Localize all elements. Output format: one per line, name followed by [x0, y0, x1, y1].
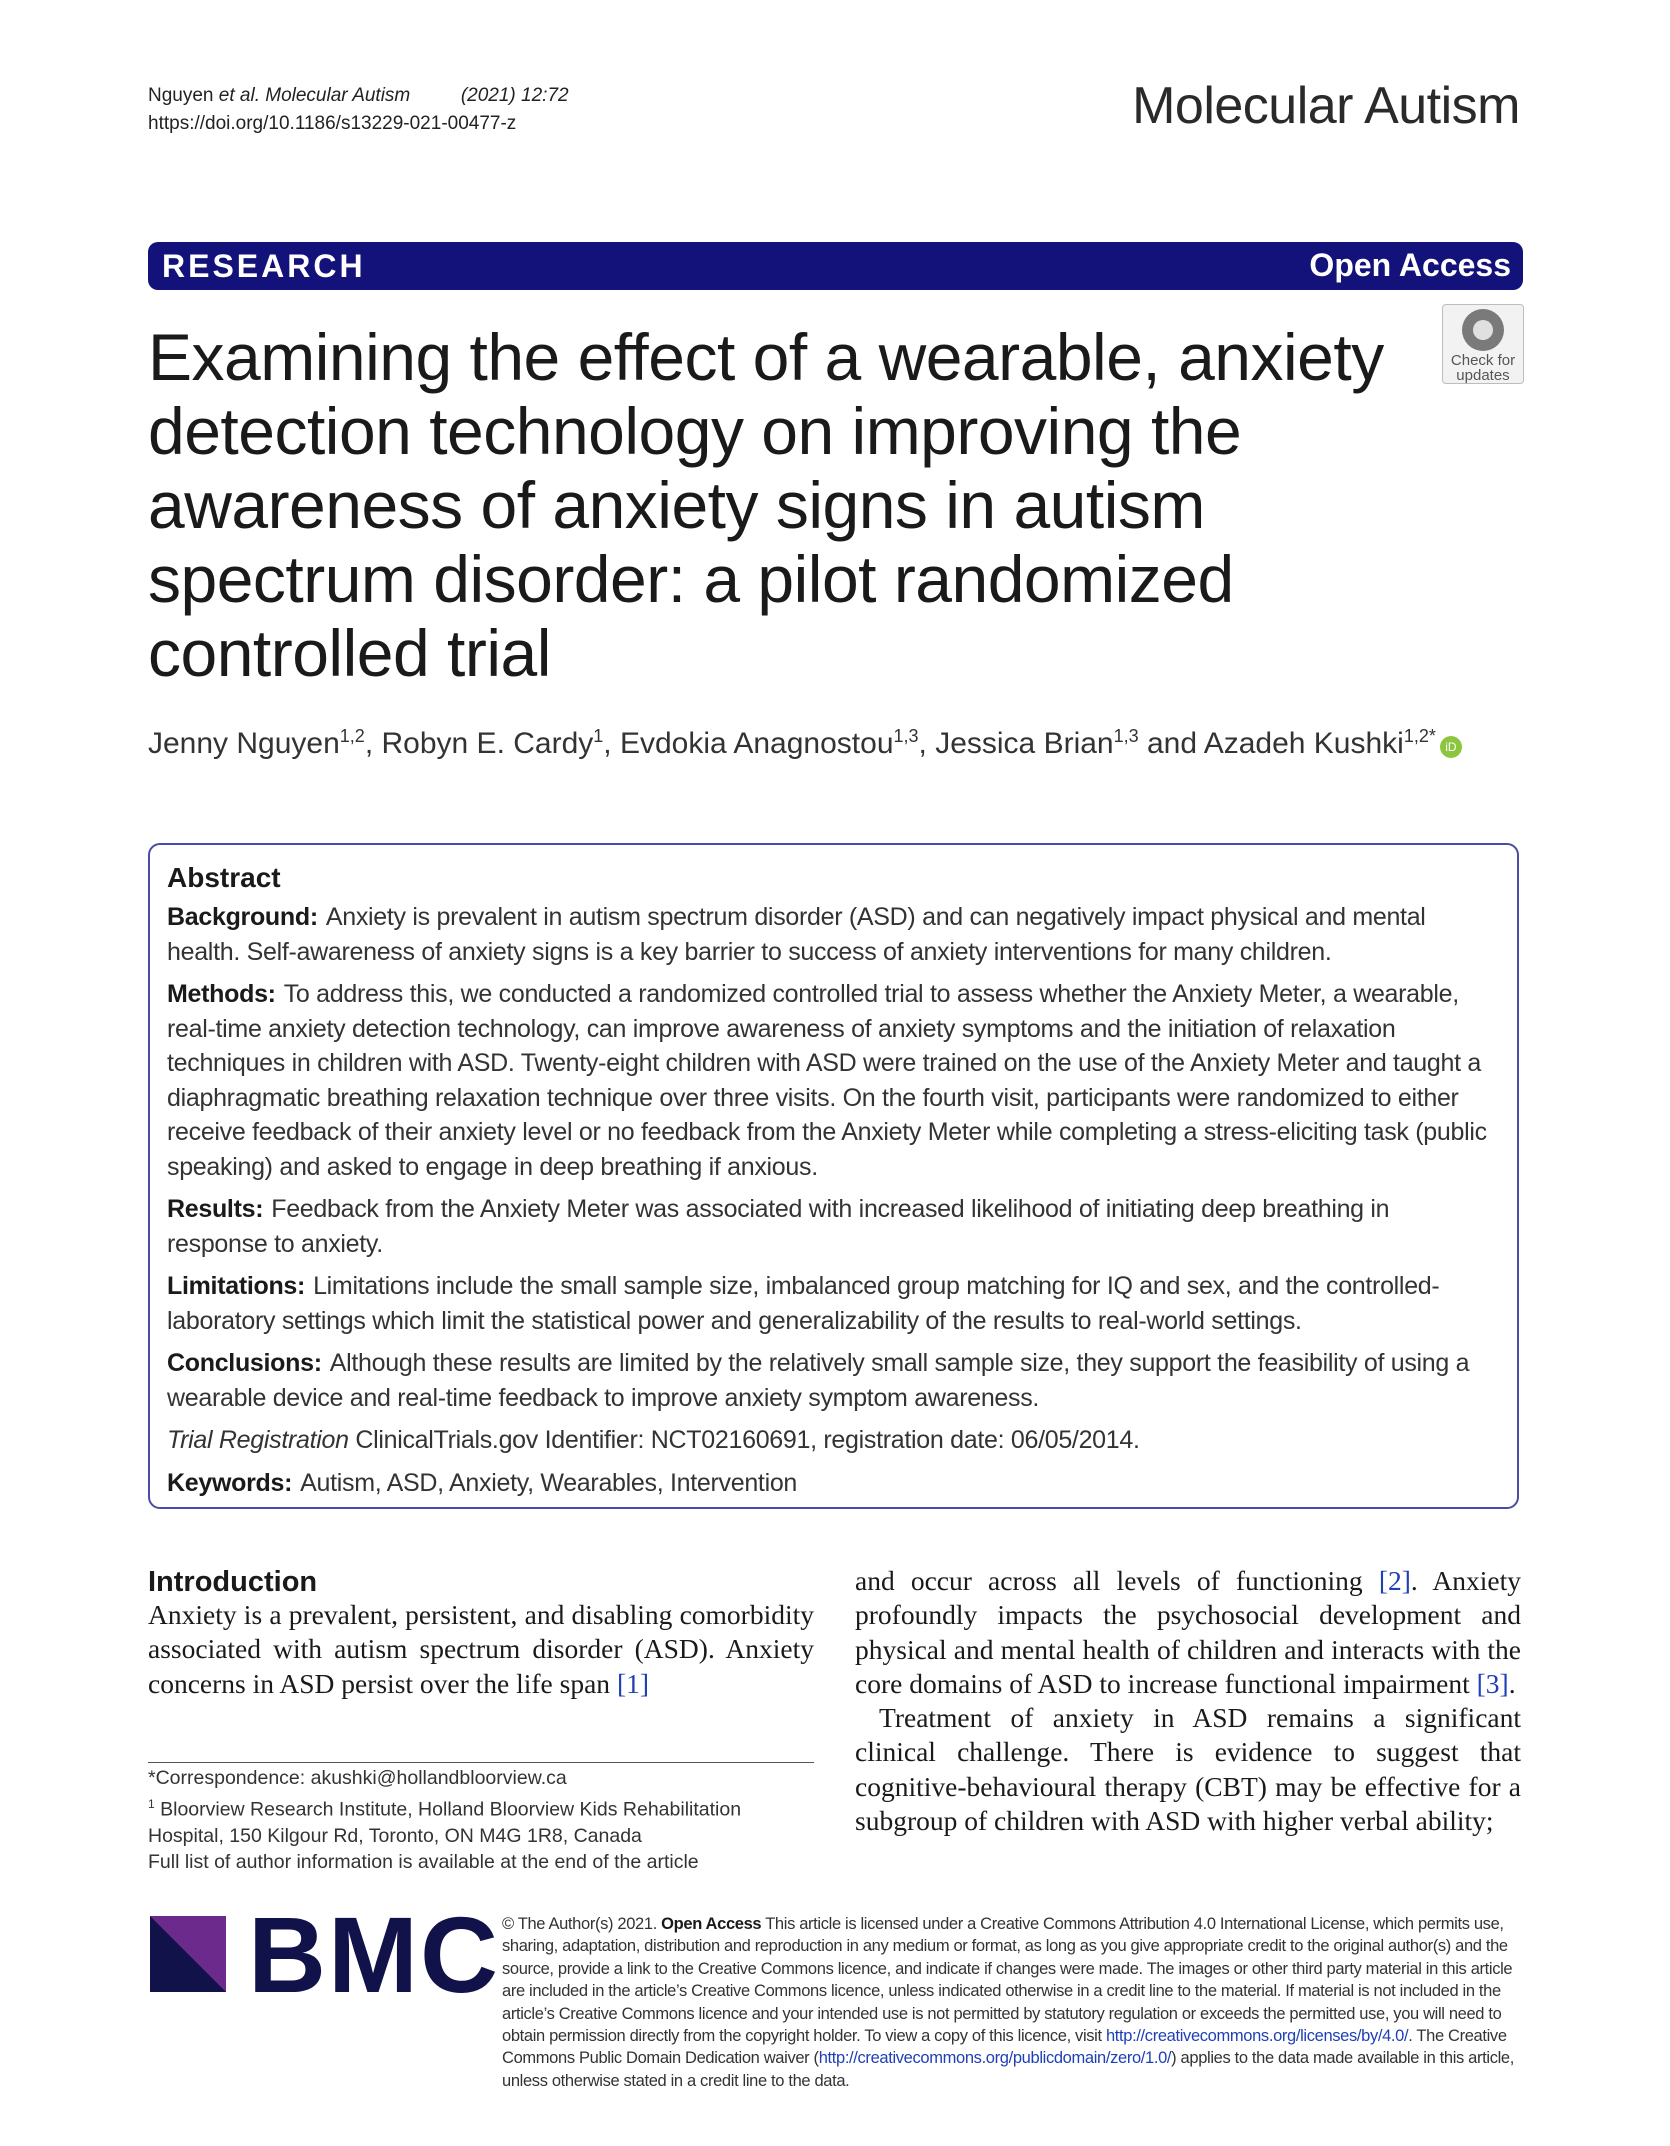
- check-for-updates-button[interactable]: [1442, 304, 1524, 384]
- footnote-divider: [148, 1762, 814, 1763]
- paragraph: and occur across all levels of functioning [2]. Anxiety profoundly impacts the psychosocial development and physical and mental health of children and interacts with the core domains of ASD to increase functional impairment [3].: [855, 1565, 1521, 1699]
- citation: [148, 82, 569, 138]
- author-name[interactable]: Jessica Brian: [935, 727, 1114, 760]
- affiliation: $^1$ Bloorview Research Institute, Holland Bloorview Kids Rehabilitation Hospital, 150 Kilgour Rd, Toronto, ON M4G 1R8, Canada: [148, 1797, 742, 1847]
- citation-journal: et al. Molecular Autism: [218, 85, 411, 106]
- orcid-icon[interactable]: iD: [1440, 736, 1462, 758]
- abstract-methods: Methods: To address this, we conducted a randomized controlled trial to assess whether the Anxiety Meter, a wearable, real-time anxiety detection technology, can improve awareness of anxiety symptoms and the initiation of relaxation techniques in children with ASD. Twenty-eight children with ASD were trained on the use of the Anxiety Meter and taught a diaphragmatic breathing relaxation technique over three visits. On the fourth visit, participants were randomized to either receive feedback of their anxiety level or no feedback from the Anxiety Meter while completing a stress-eliciting task (public speaking) and asked to engage in deep breathing if anxious.: [167, 980, 1487, 1181]
- correspondence: *Correspondence: akushki@hollandbloorview.ca: [148, 1767, 567, 1789]
- check-for-updates-label: Check for updates: [1450, 352, 1516, 384]
- author-affiliation: 1,2*: [1403, 726, 1436, 746]
- doi-link[interactable]: https://doi.org/10.1186/s13229-021-00477-z: [148, 113, 517, 134]
- introduction-heading: Introduction: [148, 1566, 318, 1598]
- check-for-updates-icon: [1462, 309, 1504, 351]
- author-name[interactable]: Evdokia Anagnostou: [619, 727, 894, 760]
- abstract-conclusions: Conclusions: Although these results are limited by the relatively small sample size, they support the feasibility of using a wearable device and real-time feedback to improve anxiety symptom awareness.: [167, 1349, 1470, 1412]
- author-affiliation: 1,3: [1113, 726, 1139, 746]
- author-name[interactable]: Robyn E. Cardy: [381, 727, 594, 760]
- abstract-keywords: Keywords: Autism, ASD, Anxiety, Wearables, Intervention: [167, 1468, 798, 1497]
- author-name[interactable]: Jenny Nguyen: [148, 727, 340, 760]
- citation-year: (2021) 12:72: [460, 85, 569, 106]
- abstract-trial-registration: Trial Registration ClinicalTrials.gov Identifier: NCT02160691, registration date: 06/05/2014.: [167, 1426, 1140, 1454]
- author-info-note: Full list of author information is available at the end of the article: [148, 1850, 699, 1873]
- author-affiliation: 1,2: [339, 726, 365, 746]
- abstract-heading: Abstract: [167, 862, 281, 893]
- citation-link[interactable]: [2]: [1378, 1565, 1411, 1596]
- article-type: RESEARCH: [162, 248, 366, 284]
- article-title: Examining the effect of a wearable, anxiety detection technology on improving the awareness of anxiety signs in autism spectrum disorder: a pilot randomized controlled trial: [148, 320, 1384, 690]
- citation-author: Nguyen: [148, 85, 214, 106]
- abstract-limitations: Limitations: Limitations include the small sample size, imbalanced group matching for IQ and sex, and the controlled-laboratory settings which limit the statistical power and generalizability of the results to real-world settings.: [167, 1272, 1440, 1335]
- citation-link[interactable]: [1]: [616, 1667, 650, 1699]
- author-name[interactable]: Azadeh Kushki: [1203, 727, 1404, 760]
- public-domain-link[interactable]: http://creativecommons.org/publicdomain/zero/1.0/: [818, 2049, 1172, 2068]
- license-link[interactable]: http://creativecommons.org/licenses/by/4.0/: [1105, 2027, 1409, 2046]
- license-text: © The Author(s) 2021. Open Access This article is licensed under a Creative Commons Attribution 4.0 International License, which permits use, sharing, adaptation, distribution and reproduction in any medium or format, as long as you give appropriate credit to the original author(s) and the source, provide a link to the Creative Commons licence, and indicate if changes were made. The images or other third party material in this article are included in the article’s Creative Commons licence, unless indicated otherwise in a credit line to the material. If material is not included in the article’s Creative Commons licence and your intended use is not permitted by statutory regulation or exceeds the permitted use, you will need to obtain permission directly from the copyright holder. To view a copy of this licence, visit http://creativecommons.org/licenses/by/4.0/. The Creative Commons Public Domain Dedication waiver (http://creativecommons.org/publicdomain/zero/1.0/) applies to the data made available in this article, unless otherwise stated in a credit line to the data.: [502, 1915, 1514, 2090]
- footnotes: [148, 1765, 814, 1875]
- article-type-banner: [148, 242, 1523, 290]
- introduction-column-right: [855, 1564, 1521, 1838]
- citation-link[interactable]: [3]: [1476, 1667, 1509, 1699]
- abstract-background: Background: Anxiety is prevalent in autism spectrum disorder (ASD) and can negatively impact physical and mental health. Self-awareness of anxiety signs is a key barrier to success of anxiety interventions for many children.: [167, 903, 1426, 966]
- bmc-logo-text: BMC: [248, 1894, 500, 2015]
- abstract-results: Results: Feedback from the Anxiety Meter was associated with increased likelihood of initiating deep breathing in response to anxiety.: [167, 1195, 1390, 1258]
- paragraph: Treatment of anxiety in ASD remains a significant clinical challenge. There is evidence to suggest that cognitive-behavioural therapy (CBT) may be effective for a subgroup of children with ASD with higher verbal ability;: [855, 1702, 1521, 1837]
- bmc-logo-mark: [150, 1916, 226, 1992]
- author-affiliation: 1,3: [893, 726, 919, 746]
- introduction-column-left: Anxiety is a prevalent, persistent, and disabling comorbidity associated with autism spectrum disorder (ASD). Anxiety concerns in ASD persist over the life span [1]: [148, 1599, 814, 1699]
- open-access-label: Open Access: [1309, 247, 1511, 283]
- author-affiliation: 1: [593, 726, 604, 746]
- abstract-box: [148, 843, 1519, 1509]
- author-list: Jenny Nguyen$^{1,2}$, Robyn E. Cardy$^1$, Evdokia Anagnostou$^{1,3}$, Jessica Brian$^{1,3}$ and Azadeh Kushki$^{1,2*}$iD: [148, 716, 1462, 764]
- journal-title: Molecular Autism: [1132, 77, 1520, 135]
